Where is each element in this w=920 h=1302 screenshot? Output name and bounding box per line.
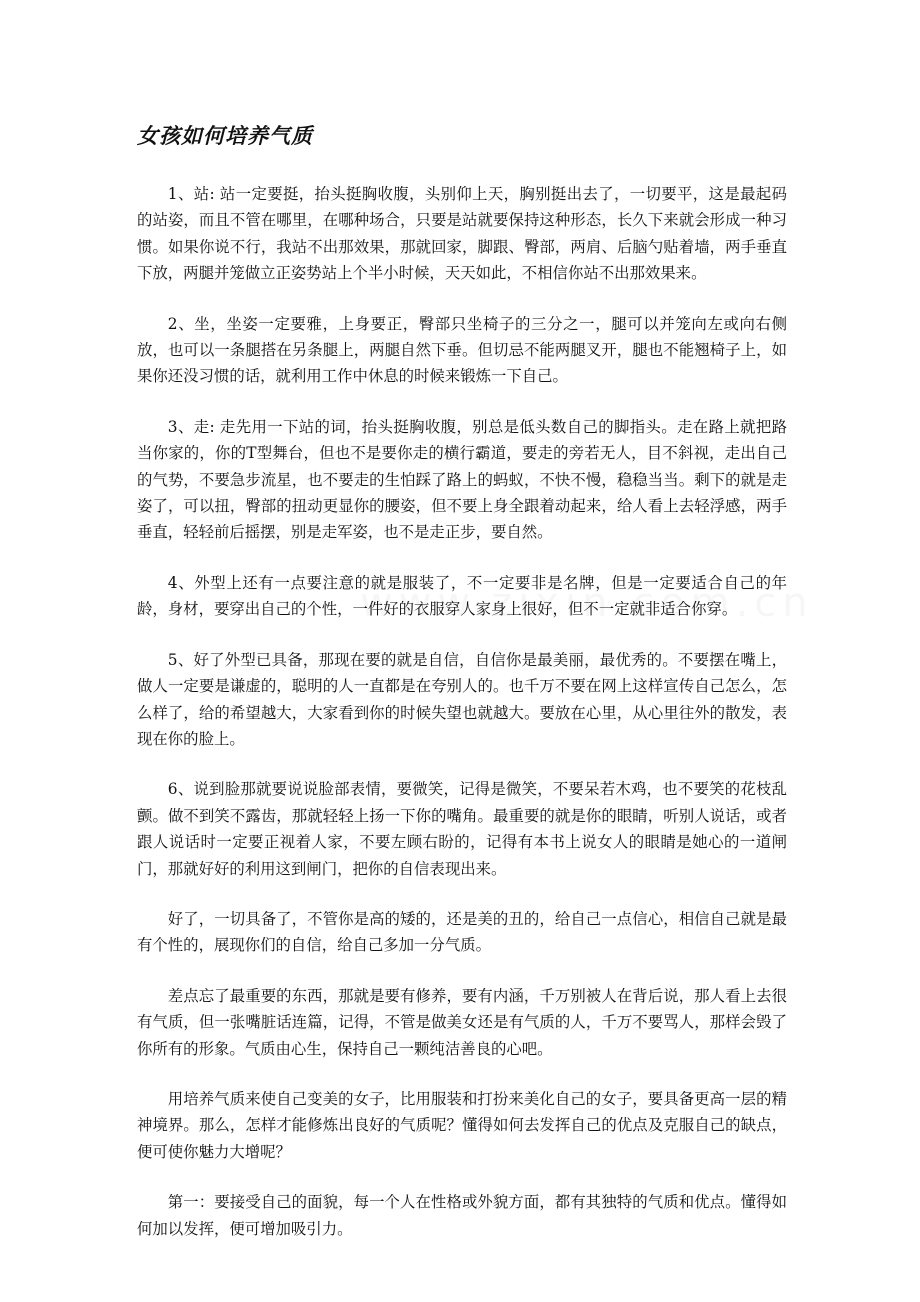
document-body <box>137 181 787 1266</box>
paragraph-clothing: 4、外型上还有一点要注意的就是服装了，不一定要非是名牌，但是一定要适合自己的年龄，身材，要穿出自己的个性，一件好的衣服穿人家身上很好，但不一定就非适合你穿。 <box>137 573 787 619</box>
document-title: 女孩如何培养气质 <box>137 123 313 148</box>
paragraph-spiritual: 用培养气质来使自己变美的女子，比用服装和打扮来美化自己的女子，要具备更高一层的精神境界。那么，怎样才能修炼出良好的气质呢？懂得如何去发挥自己的优点及克服自己的缺点，便可使你魅力大增呢？ <box>137 1089 787 1161</box>
paragraph-walking: 3、走: 走先用一下站的词，抬头挺胸收腹，别总是低头数自己的脚指头。走在路上就把路当你家的，你的T型舞台，但也不是要你走的横行霸道，要走的旁若无人，目不斜视，走出自己的气势，不要急步流星，也不要走的生怕踩了路上的蚂蚁，不快不慢，稳稳当当。剩下的就是走姿了，可以扭，臀部的扭动更显你的腰姿，但不要上身全跟着动起来，给人看上去轻浮感，两手垂直，轻轻前后摇摆，别是走军姿，也不是走正步，要自然。 <box>137 417 787 542</box>
paragraph-expression: 6、说到脸那就要说说脸部表情，要微笑，记得是微笑，不要呆若木鸡，也不要笑的花枝乱颤。做不到笑不露齿，那就轻轻上扬一下你的嘴角。最重要的就是你的眼睛，听别人说话，或者跟人说话时一定要正视着人家，不要左顾右盼的，记得有本书上说女人的眼睛是她心的一道闸门，那就好好的利用这到闸门，把你的自信表现出来。 <box>137 780 787 878</box>
paragraph-confidence: 5、好了外型已具备，那现在要的就是自信，自信你是最美丽，最优秀的。不要摆在嘴上，做人一定要是谦虚的，聪明的人一直都是在夸别人的。也千万不要在网上这样宣传自己怎么，怎么样了，给的希望越大，大家看到你的时候失望也就越大。要放在心里，从心里往外的散发，表现在你的脸上。 <box>137 650 787 748</box>
paragraph-sitting: 2、坐，坐姿一定要雅，上身要正，臀部只坐椅子的三分之一，腿可以并笼向左或向右侧放，也可以一条腿搭在另条腿上，两腿自然下垂。但切忌不能两腿叉开，腿也不能翘椅子上，如果你还没习惯的话，就利用工作中休息的时候来锻炼一下自己。 <box>137 314 787 386</box>
paragraph-first-point: 第一：要接受自己的面貌，每一个人在性格或外貌方面，都有其独特的气质和优点。懂得如何加以发挥，便可增加吸引力。 <box>137 1193 787 1238</box>
paragraph-standing: 1、站: 站一定要挺，抬头挺胸收腹，头别仰上天，胸别挺出去了，一切要平，这是最起码的站姿，而且不管在哪里，在哪种场合，只要是站就要保持这种形态，长久下来就会形成一种习惯。如果你说不行，我站不出那效果，那就回家，脚跟、臀部，两肩、后脑勺贴着墙，两手垂直下放，两腿并笼做立正姿势站上个半小时候，天天如此，不相信你站不出那效果来。 <box>137 185 787 283</box>
paragraph-summary: 好了，一切具备了，不管你是高的矮的，还是美的丑的，给自己一点信心，相信自己就是最有个性的，展现你们的自信，给自己多加一分气质。 <box>137 909 787 955</box>
paragraph-cultivation: 差点忘了最重要的东西，那就是要有修养，要有内涵，千万别被人在背后说，那人看上去很有气质，但一张嘴脏话连篇，记得，不管是做美女还是有气质的人，千万不要骂人，那样会毁了你所有的形象。气质由心生，保持自己一颗纯洁善良的心吧。 <box>137 986 787 1058</box>
